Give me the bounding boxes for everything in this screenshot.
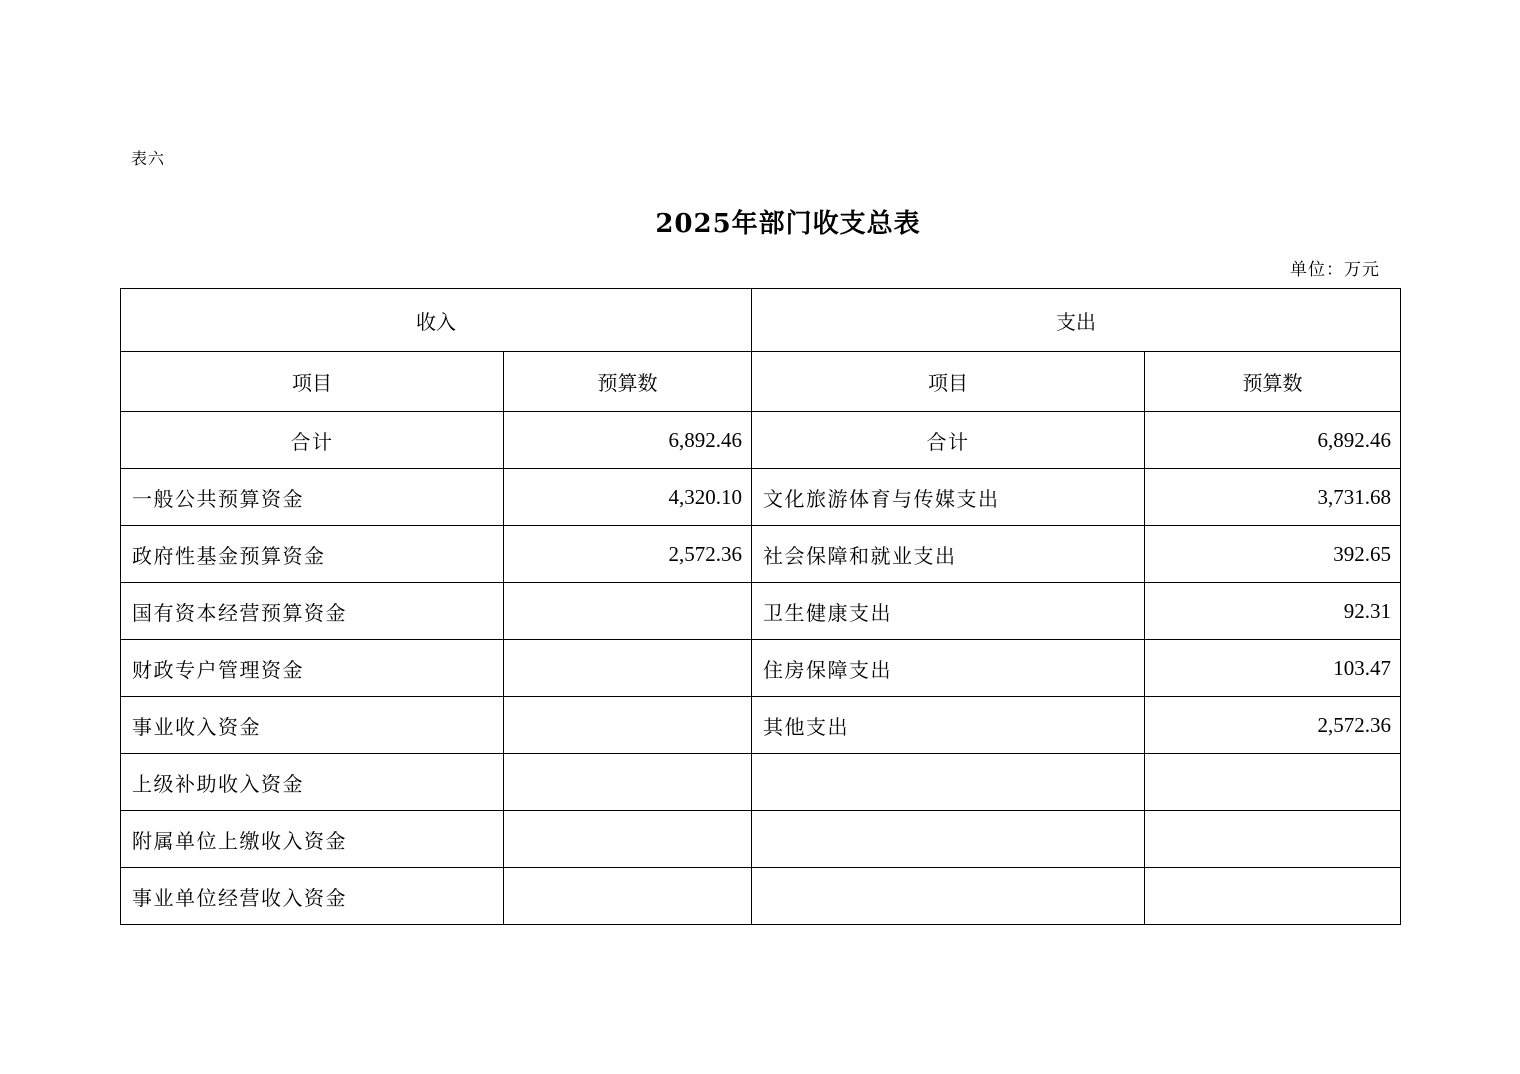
table-row [121, 754, 1401, 811]
income-item: 一般公共预算资金 [121, 469, 504, 526]
income-value: 2,572.36 [504, 526, 752, 583]
expense-total-value: 6,892.46 [1145, 412, 1401, 469]
expense-item: 卫生健康支出 [752, 583, 1145, 640]
table-number-label: 表六 [131, 149, 166, 168]
expense-item: 文化旅游体育与传媒支出 [752, 469, 1145, 526]
income-item: 财政专户管理资金 [121, 640, 504, 697]
table-row [121, 697, 1401, 754]
expense-total-label: 合计 [752, 412, 1145, 469]
income-item-header: 项目 [121, 352, 504, 412]
income-value: 4,320.10 [504, 469, 752, 526]
table-row [121, 469, 1401, 526]
income-item: 政府性基金预算资金 [121, 526, 504, 583]
income-value [504, 640, 752, 697]
expense-item [752, 811, 1145, 868]
income-value [504, 583, 752, 640]
expense-item [752, 754, 1145, 811]
income-total-value: 6,892.46 [504, 412, 752, 469]
income-value [504, 868, 752, 925]
expense-value: 3,731.68 [1145, 469, 1401, 526]
income-group-header: 收入 [121, 289, 752, 352]
expense-value [1145, 868, 1401, 925]
total-row [121, 412, 1401, 469]
income-value [504, 811, 752, 868]
expense-item: 社会保障和就业支出 [752, 526, 1145, 583]
income-total-label: 合计 [121, 412, 504, 469]
income-budget-header: 预算数 [504, 352, 752, 412]
income-item: 国有资本经营预算资金 [121, 583, 504, 640]
table-row [121, 526, 1401, 583]
table-row [121, 583, 1401, 640]
expense-item: 其他支出 [752, 697, 1145, 754]
budget-summary-table [120, 288, 1401, 925]
table-row [121, 811, 1401, 868]
expense-budget-header: 预算数 [1145, 352, 1401, 412]
expense-item [752, 868, 1145, 925]
table-row [121, 640, 1401, 697]
expense-value [1145, 811, 1401, 868]
income-value [504, 697, 752, 754]
document-title: 2025年部门收支总表 [655, 209, 921, 239]
income-value [504, 754, 752, 811]
income-item: 事业收入资金 [121, 697, 504, 754]
expense-value: 103.47 [1145, 640, 1401, 697]
expense-value: 92.31 [1145, 583, 1401, 640]
income-item: 事业单位经营收入资金 [121, 868, 504, 925]
income-item: 附属单位上缴收入资金 [121, 811, 504, 868]
table-row [121, 868, 1401, 925]
income-item: 上级补助收入资金 [121, 754, 504, 811]
expense-group-header: 支出 [752, 289, 1401, 352]
expense-value: 392.65 [1145, 526, 1401, 583]
expense-value [1145, 754, 1401, 811]
expense-value: 2,572.36 [1145, 697, 1401, 754]
expense-item-header: 项目 [752, 352, 1145, 412]
expense-item: 住房保障支出 [752, 640, 1145, 697]
unit-label: 单位：万元 [1290, 260, 1380, 280]
